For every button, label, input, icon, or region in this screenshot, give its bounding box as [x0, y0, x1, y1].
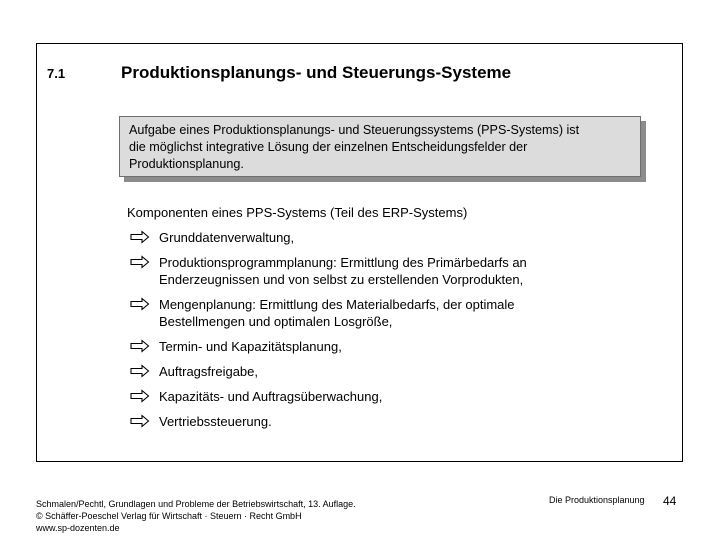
citation-line: © Schäffer-Poeschel Verlag für Wirtschaft · Steuern · Recht GmbH	[36, 511, 302, 521]
section-number: 7.1	[47, 66, 66, 81]
list-item-text: Produktionsprogrammplanung: Ermittlung des Primärbedarfs an	[159, 255, 527, 270]
slide-title: Produktionsplanungs- und Steuerungs-Systeme	[121, 63, 512, 82]
arrow-right-icon	[130, 414, 150, 428]
arrow-right-icon	[130, 364, 150, 378]
citation-line: Schmalen/Pechtl, Grundlagen und Probleme der Betriebswirtschaft, 13. Auflage.	[36, 499, 356, 509]
footer-chapter: Die Produktionsplanung	[549, 495, 645, 505]
components-heading: Komponenten eines PPS-Systems (Teil des ERP-Systems)	[127, 205, 468, 220]
definition-line: die möglichst integrative Lösung der einzelnen Entscheidungsfelder der	[129, 140, 528, 154]
list-item-text: Auftragsfreigabe,	[159, 364, 259, 379]
list-item-text: Vertriebssteuerung.	[159, 414, 272, 429]
list-item-text: Bestellmengen und optimalen Losgröße,	[159, 314, 393, 329]
arrow-right-icon	[130, 339, 150, 353]
citation-line: www.sp-dozenten.de	[36, 523, 120, 533]
arrow-right-icon	[130, 230, 150, 244]
footer-citation	[36, 498, 356, 534]
definition-line: Produktionsplanung.	[129, 157, 244, 171]
arrow-right-icon	[130, 297, 150, 311]
list-item-text: Kapazitäts- und Auftragsüberwachung,	[159, 389, 383, 404]
definition-line: Aufgabe eines Produktionsplanungs- und Steuerungssystems (PPS-Systems) ist	[129, 123, 580, 137]
list-item-text: Termin- und Kapazitätsplanung,	[159, 339, 342, 354]
list-item-text: Mengenplanung: Ermittlung des Materialbedarfs, der optimale	[159, 297, 515, 312]
definition-box	[119, 116, 641, 177]
list-item-text: Grunddatenverwaltung,	[159, 230, 295, 245]
arrow-right-icon	[130, 389, 150, 403]
page-number: 44	[663, 494, 677, 508]
list-item-text: Enderzeugnissen und von selbst zu erstellenden Vorprodukten,	[159, 272, 524, 287]
arrow-right-icon	[130, 255, 150, 269]
